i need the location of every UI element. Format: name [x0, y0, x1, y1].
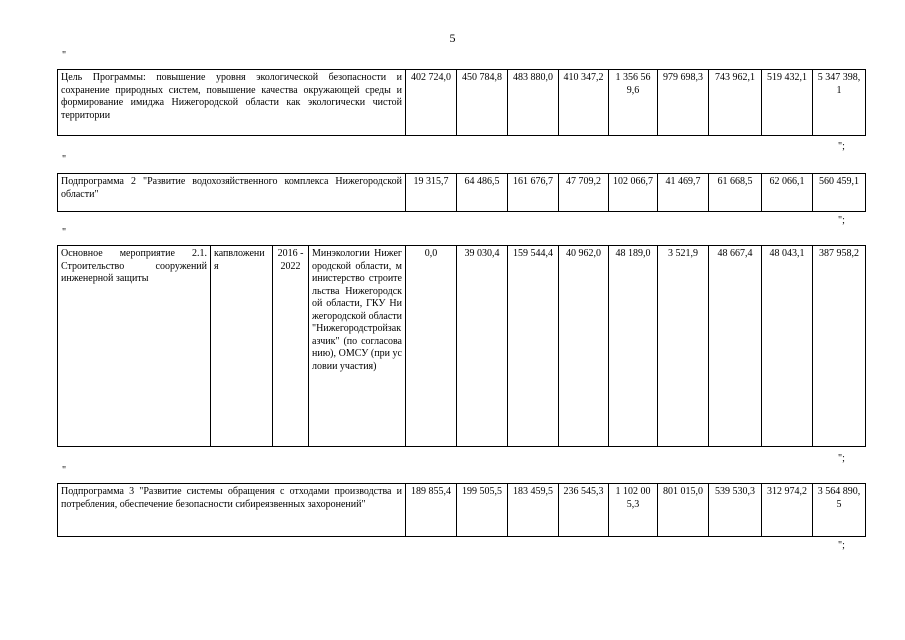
close-quote: ";	[838, 141, 845, 152]
value-cell: 560 459,1	[813, 174, 866, 212]
close-quote: ";	[838, 215, 845, 226]
value-cell: 161 676,7	[508, 174, 559, 212]
value-cell: 48 043,1	[762, 246, 813, 447]
value-cell: 62 066,1	[762, 174, 813, 212]
row-name: Подпрограмма 2 "Развитие водохозяйственного комплекса Нижегородской области"	[58, 174, 406, 212]
table-row	[58, 70, 866, 136]
value-cell: 1 102 005,3	[609, 484, 658, 537]
value-cell: 47 709,2	[559, 174, 609, 212]
funding-type: капвложения	[211, 246, 273, 447]
value-cell: 41 469,7	[658, 174, 709, 212]
close-quote: ";	[838, 453, 845, 464]
value-cell: 312 974,2	[762, 484, 813, 537]
value-cell: 5 347 398,1	[813, 70, 866, 136]
value-cell: 102 066,7	[609, 174, 658, 212]
value-cell: 483 880,0	[508, 70, 559, 136]
open-quote: "	[62, 154, 67, 165]
open-quote: "	[62, 465, 67, 476]
period: 2016 - 2022	[273, 246, 309, 447]
table-row	[58, 174, 866, 212]
value-cell: 159 544,4	[508, 246, 559, 447]
table-row	[58, 484, 866, 537]
close-quote: ";	[838, 540, 845, 551]
value-cell: 19 315,7	[406, 174, 457, 212]
table-row	[58, 246, 866, 447]
row-name: Основное мероприятие 2.1. Строительство сооружений инженерной защиты	[58, 246, 211, 447]
value-cell: 3 521,9	[658, 246, 709, 447]
value-cell: 48 189,0	[609, 246, 658, 447]
value-cell: 402 724,0	[406, 70, 457, 136]
value-cell: 183 459,5	[508, 484, 559, 537]
value-cell: 519 432,1	[762, 70, 813, 136]
value-cell: 1 356 569,6	[609, 70, 658, 136]
open-quote: "	[62, 50, 67, 61]
open-quote: "	[62, 227, 67, 238]
value-cell: 64 486,5	[457, 174, 508, 212]
value-cell: 743 962,1	[709, 70, 762, 136]
value-cell: 61 668,5	[709, 174, 762, 212]
program-goal-table	[57, 69, 866, 136]
value-cell: 40 962,0	[559, 246, 609, 447]
value-cell: 199 505,5	[457, 484, 508, 537]
value-cell: 387 958,2	[813, 246, 866, 447]
row-name: Цель Программы: повышение уровня экологической безопасности и сохранение природных систем, повышение качества окружающей среды и формирование имиджа Нижегородской области как экологически чистой территории	[58, 70, 406, 136]
value-cell: 979 698,3	[658, 70, 709, 136]
value-cell: 39 030,4	[457, 246, 508, 447]
measure-2-1-table	[57, 245, 866, 447]
value-cell: 801 015,0	[658, 484, 709, 537]
row-name: Подпрограмма 3 "Развитие системы обращения с отходами производства и потребления, обеспечение безопасности сибиреязвенных захоронений"	[58, 484, 406, 537]
value-cell: 450 784,8	[457, 70, 508, 136]
value-cell: 539 530,3	[709, 484, 762, 537]
value-cell: 48 667,4	[709, 246, 762, 447]
value-cell: 189 855,4	[406, 484, 457, 537]
executor: Минэкологии Нижегородской области, министерство строительства Нижегородской области, ГКУ Нижегородской области "Нижегородстройзаказчик" (по согласованию), ОМСУ (при условии участия)	[309, 246, 406, 447]
subprogram-2-table	[57, 173, 866, 212]
page-number: 5	[449, 31, 456, 45]
value-cell: 0,0	[406, 246, 457, 447]
value-cell: 3 564 890,5	[813, 484, 866, 537]
value-cell: 410 347,2	[559, 70, 609, 136]
subprogram-3-table	[57, 483, 866, 537]
value-cell: 236 545,3	[559, 484, 609, 537]
